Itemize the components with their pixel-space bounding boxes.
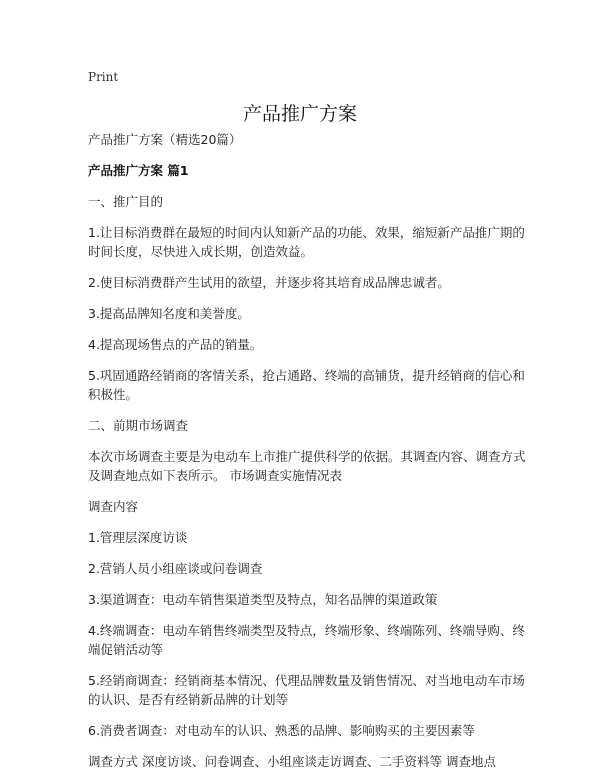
- paragraph: 一、推广目的: [88, 194, 164, 209]
- paragraph: 4.提高现场售点的产品的销量。: [88, 337, 263, 352]
- paragraph: 6.消费者调查：对电动车的认识、熟悉的品牌、影响购买的主要因素等: [88, 723, 475, 738]
- paragraph-subtitle: 产品推广方案（精选20篇）: [88, 132, 242, 147]
- paragraph: 本次市场调查主要是为电动车上市推广提供科学的依据。其调查内容、调查方式及调查地点如下表所示。 市场调查实施情况表: [88, 449, 526, 483]
- paragraph: 二、前期市场调查: [88, 418, 189, 433]
- paragraph: 5.巩固通路经销商的客情关系，抢占通路、终端的高铺货，提升经销商的信心和积极性。: [88, 368, 525, 402]
- paragraph: 3.提高品牌知名度和美誉度。: [88, 306, 250, 321]
- paragraph: 调查方式 深度访谈、问卷调查、小组座谈走访调查、二手资料等 调查地点: [88, 754, 496, 769]
- document-body: [88, 130, 528, 783]
- section-heading: 产品推广方案 篇1: [88, 163, 189, 178]
- paragraph: 2.使目标消费群产生试用的欲望，并逐步将其培育成品牌忠诚者。: [88, 275, 450, 290]
- paragraph: 1.管理层深度访谈: [88, 530, 188, 545]
- paragraph: 3.渠道调查：电动车销售渠道类型及特点，知名品牌的渠道政策: [88, 592, 438, 607]
- paragraph: 2.营销人员小组座谈或问卷调查: [88, 561, 263, 576]
- paragraph: 调查内容: [88, 499, 139, 514]
- print-label: Print: [88, 70, 119, 84]
- paragraph: 5.经销商调查：经销商基本情况、代理品牌数量及销售情况、对当地电动车市场的认识、是否有经销新品牌的计划等: [88, 673, 525, 707]
- paragraph: 4.终端调查：电动车销售终端类型及特点，终端形象、终端陈列、终端导购、终端促销活动等: [88, 623, 525, 657]
- document-title: 产品推广方案: [242, 103, 357, 125]
- paragraph: 1.让目标消费群在最短的时间内认知新产品的功能、效果，缩短新产品推广期的时间长度，尽快进入成长期，创造效益。: [88, 225, 525, 259]
